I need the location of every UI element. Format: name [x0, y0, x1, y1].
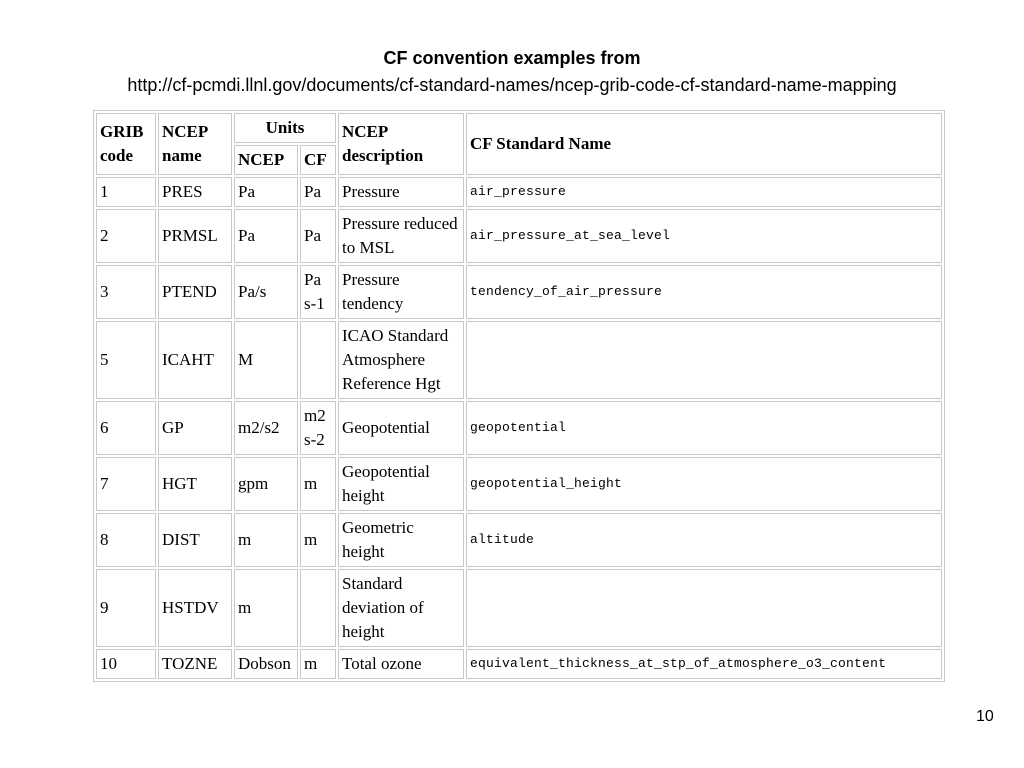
cell-ncep-name: HSTDV [158, 569, 232, 647]
cell-ncep-unit: Pa/s [234, 265, 298, 319]
cell-cf-unit: Pa s-1 [300, 265, 336, 319]
cell-cf-standard-name: altitude [466, 513, 942, 567]
header-units-ncep: NCEP [234, 145, 298, 175]
cell-grib-code: 1 [96, 177, 156, 207]
cell-ncep-unit: M [234, 321, 298, 399]
cell-ncep-description: ICAO Standard Atmosphere Reference Hgt [338, 321, 464, 399]
table-body [96, 177, 942, 679]
cell-grib-code: 5 [96, 321, 156, 399]
mapping-table-container [93, 110, 945, 682]
cell-ncep-name: TOZNE [158, 649, 232, 679]
cell-cf-unit [300, 321, 336, 399]
table-row [96, 457, 942, 511]
table-row [96, 569, 942, 647]
cell-ncep-unit: Dobson [234, 649, 298, 679]
table-row [96, 209, 942, 263]
cell-ncep-name: PRES [158, 177, 232, 207]
cell-cf-standard-name [466, 321, 942, 399]
title-line-1: CF convention examples from [383, 48, 641, 68]
cell-cf-unit: m [300, 513, 336, 567]
cell-ncep-unit: gpm [234, 457, 298, 511]
cell-grib-code: 10 [96, 649, 156, 679]
cell-ncep-description: Geometric height [338, 513, 464, 567]
table-row [96, 177, 942, 207]
slide-title [0, 45, 1024, 99]
cell-cf-standard-name: air_pressure_at_sea_level [466, 209, 942, 263]
cell-cf-standard-name: geopotential [466, 401, 942, 455]
cell-ncep-name: GP [158, 401, 232, 455]
page-number: 10 [976, 708, 994, 725]
table-row [96, 321, 942, 399]
cell-cf-unit: m [300, 457, 336, 511]
header-grib-code: GRIB code [96, 113, 156, 175]
cell-grib-code: 3 [96, 265, 156, 319]
cell-ncep-name: ICAHT [158, 321, 232, 399]
cell-ncep-description: Pressure tendency [338, 265, 464, 319]
cell-cf-standard-name [466, 569, 942, 647]
cell-ncep-description: Total ozone [338, 649, 464, 679]
header-ncep-description: NCEP description [338, 113, 464, 175]
cell-ncep-name: HGT [158, 457, 232, 511]
cell-ncep-unit: m [234, 569, 298, 647]
cell-cf-unit: m [300, 649, 336, 679]
table-row [96, 649, 942, 679]
cell-ncep-description: Pressure reduced to MSL [338, 209, 464, 263]
cell-ncep-unit: Pa [234, 209, 298, 263]
cell-cf-standard-name: equivalent_thickness_at_stp_of_atmosphere_o3_content [466, 649, 942, 679]
cell-ncep-name: DIST [158, 513, 232, 567]
cell-ncep-name: PRMSL [158, 209, 232, 263]
cell-cf-standard-name: geopotential_height [466, 457, 942, 511]
header-units: Units [234, 113, 336, 143]
cell-ncep-description: Standard deviation of height [338, 569, 464, 647]
mapping-table [93, 110, 945, 682]
cell-ncep-description: Geopotential height [338, 457, 464, 511]
title-url: http://cf-pcmdi.llnl.gov/documents/cf-standard-names/ncep-grib-code-cf-standard-name-mapping [127, 75, 897, 95]
cell-cf-unit: m2 s-2 [300, 401, 336, 455]
header-ncep-name: NCEP name [158, 113, 232, 175]
cell-ncep-name: PTEND [158, 265, 232, 319]
cell-ncep-unit: m [234, 513, 298, 567]
cell-grib-code: 9 [96, 569, 156, 647]
cell-ncep-description: Pressure [338, 177, 464, 207]
cell-grib-code: 6 [96, 401, 156, 455]
cell-cf-standard-name: tendency_of_air_pressure [466, 265, 942, 319]
cell-grib-code: 7 [96, 457, 156, 511]
header-cf-standard-name: CF Standard Name [466, 113, 942, 175]
cell-cf-unit: Pa [300, 209, 336, 263]
cell-grib-code: 2 [96, 209, 156, 263]
cell-ncep-unit: m2/s2 [234, 401, 298, 455]
cell-grib-code: 8 [96, 513, 156, 567]
cell-ncep-unit: Pa [234, 177, 298, 207]
cell-ncep-description: Geopotential [338, 401, 464, 455]
cell-cf-unit [300, 569, 336, 647]
table-row [96, 513, 942, 567]
cell-cf-unit: Pa [300, 177, 336, 207]
table-row [96, 265, 942, 319]
header-units-cf: CF [300, 145, 336, 175]
cell-cf-standard-name: air_pressure [466, 177, 942, 207]
table-row [96, 401, 942, 455]
